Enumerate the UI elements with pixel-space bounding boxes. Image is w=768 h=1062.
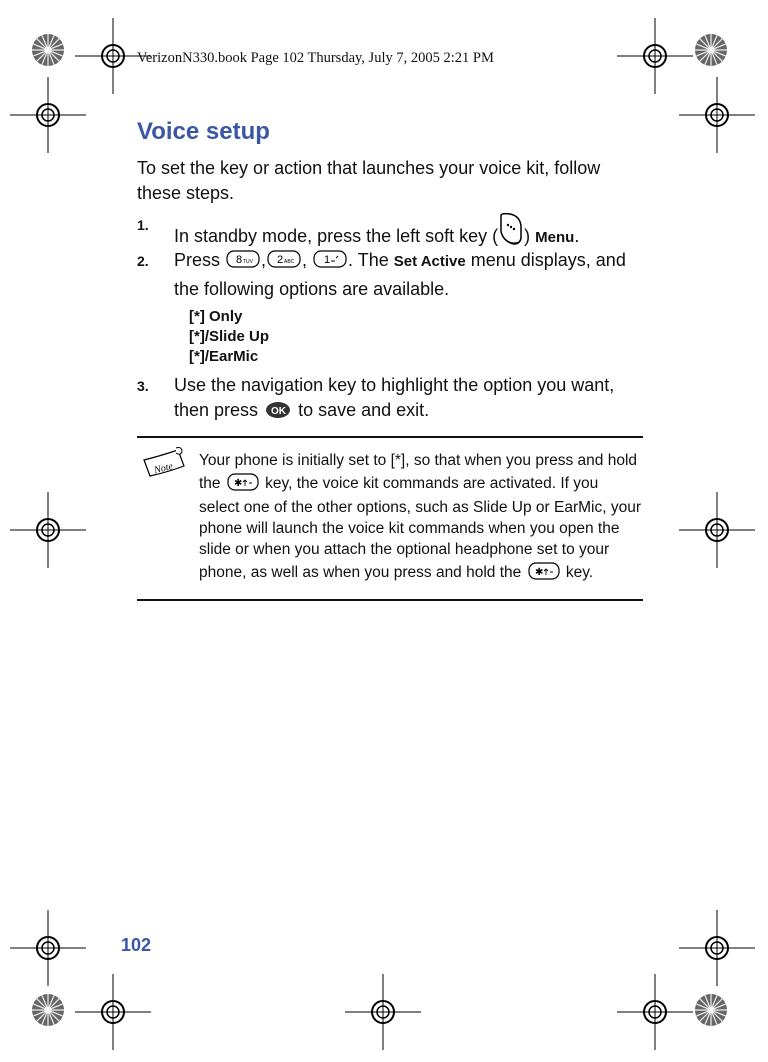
step-text-part: Use the navigation key to highlight the option you want, then press [174, 375, 615, 420]
step-text [174, 373, 644, 427]
step-text-part: , [261, 250, 267, 270]
step-text-part: . [574, 226, 580, 246]
key-letters: TUV [243, 259, 254, 265]
page-number: 102 [121, 935, 152, 955]
step-3 [137, 373, 657, 425]
note-icon [140, 444, 188, 485]
step-text [174, 248, 644, 302]
step-number: 3. [137, 378, 149, 394]
step-number: 2. [137, 253, 149, 269]
left-soft-key-icon [498, 212, 524, 253]
note-top-rule [137, 436, 643, 438]
svg-text:✱: ✱ [233, 477, 243, 489]
step-text-part: menu displays, and the following options are available. [174, 250, 626, 299]
step-text-part: ) [524, 226, 536, 246]
menu-label: Menu [535, 229, 575, 246]
step-number: 1. [137, 217, 149, 233]
key-digit: 2 [277, 254, 284, 266]
step-text [174, 212, 644, 253]
key-digit: 8 [236, 254, 243, 266]
note-icon-label: Note [153, 460, 175, 477]
svg-text:✱: ✱ [534, 566, 543, 578]
key-2-icon [266, 248, 302, 277]
option-only: [*] Only [189, 308, 243, 325]
note-text-part: key, the voice kit commands are activated. If you select one of the other options, such as Slide Up or EarMic, your phone will launch the voice kit commands when you open the slide or when you attach the optional headphone set to your phone, as well as when you press and hold the [199, 474, 641, 581]
key-8-icon [225, 248, 261, 277]
star-key-icon [225, 472, 261, 499]
book-header: VerizonN330.book Page 102 Thursday, July 7, 2005 2:21 PM [137, 50, 494, 66]
note-text-part: key. [561, 563, 594, 581]
intro-paragraph: To set the key or action that launches your voice kit, follow these steps. [137, 158, 601, 203]
note-bottom-rule [137, 599, 643, 601]
key-letters: ABC [284, 259, 295, 265]
step-2 [137, 248, 657, 300]
ok-key-icon [263, 400, 293, 427]
step-text-part: to save and exit. [293, 400, 430, 420]
step-text-part: In standby mode, press the left soft key ( [174, 226, 499, 246]
key-digit: 1 [324, 254, 331, 266]
ok-key-label: OK [271, 406, 287, 417]
step-text-part: Press [174, 250, 226, 270]
set-active-label: Set Active [393, 253, 466, 270]
note-text [199, 451, 643, 587]
star-key-icon [526, 561, 562, 588]
option-earmic: [*]/EarMic [189, 348, 259, 365]
step-text-part: . The [348, 250, 394, 270]
step-text-part: , [302, 250, 313, 270]
key-1-icon [312, 248, 348, 277]
note-text-part: Your phone is initially set to [*], so that when you press and hold the [199, 452, 638, 492]
section-title: Voice setup [137, 118, 270, 145]
option-slide-up: [*]/Slide Up [189, 328, 270, 345]
